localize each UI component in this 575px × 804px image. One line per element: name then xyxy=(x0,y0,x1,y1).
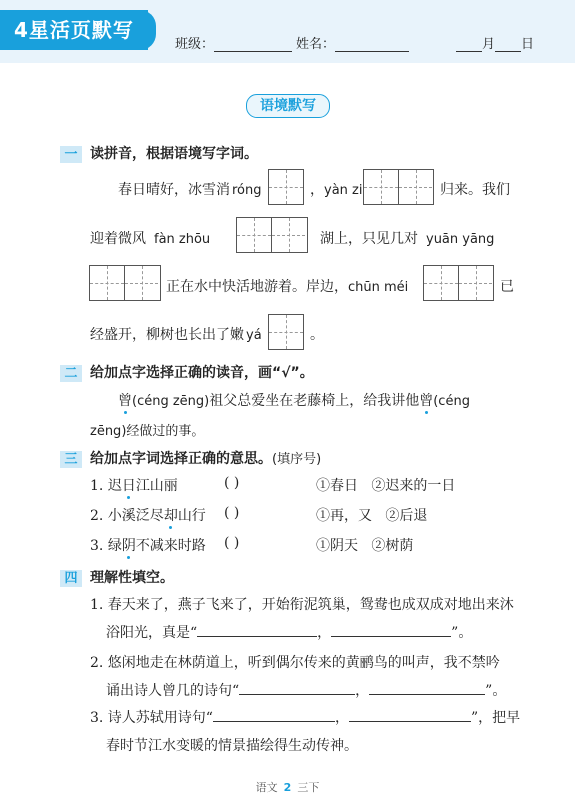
name-blank[interactable] xyxy=(335,37,409,52)
q3-answer-2[interactable]: ( ) xyxy=(224,505,240,521)
q2-dotted-char-2: 曾 xyxy=(419,393,434,409)
q3-item-1: 1. 迟日江山丽 xyxy=(90,478,178,494)
q3-options-2: ①再，又 ②后退 xyxy=(316,508,428,524)
q2-line1: 曾(céng zēng)祖父总爱坐在老藤椅上，给我讲他曾(céng xyxy=(118,393,470,409)
q4-blank-3b[interactable] xyxy=(349,709,471,722)
q3-options-1: ①春日 ②迟来的一日 xyxy=(316,478,456,494)
q3-number: 三 xyxy=(60,451,82,468)
footer-grade: 三下 xyxy=(297,781,320,794)
q4-blank-1a[interactable] xyxy=(197,624,317,637)
q1-answer-grid-yuanyang[interactable] xyxy=(89,265,161,301)
q2-dotted-char-1: 曾 xyxy=(118,393,132,409)
q4-blank-2a[interactable] xyxy=(239,682,355,695)
q4-heading: 四 理解性填空。 xyxy=(60,567,174,587)
q4-blank-1b[interactable] xyxy=(331,624,451,637)
q1-answer-grid-ya[interactable] xyxy=(268,314,304,350)
q1-answer-grid-fanzhou[interactable] xyxy=(236,217,308,253)
footer-subject: 语文 xyxy=(255,781,278,794)
q1-answer-grid-rong[interactable] xyxy=(268,169,304,205)
q4-item-1-line1: 1. 春天来了，燕子飞来了，开始衔泥筑巢，鸳鸯也成双成对地出来沐 xyxy=(90,597,514,613)
q1-line3: 正在水中快活地游着。岸边，chūn méi xyxy=(166,279,409,295)
q1-line4-b: 。 xyxy=(310,327,324,343)
q3-heading: 三 给加点字词选择正确的意思。(填序号) xyxy=(60,448,321,468)
q1-line1-b: ，yàn zi xyxy=(310,182,363,198)
class-blank[interactable] xyxy=(214,37,292,52)
q2-options-2[interactable]: (céng xyxy=(433,394,470,409)
q1-answer-grid-chunmei[interactable] xyxy=(423,265,494,301)
q1-line2-b: 湖上，只见几对 yuān yāng xyxy=(320,231,495,247)
q1-line3-b: 已 xyxy=(500,279,514,295)
name-field[interactable]: 姓名： xyxy=(296,33,409,52)
q4-item-1-line2: 浴阳光，真是“ ， ”。 xyxy=(106,625,473,641)
q4-blank-3a[interactable] xyxy=(213,709,335,722)
q3-options-3: ①阴天 ②树荫 xyxy=(316,538,414,554)
q4-item-3-line1: 3. 诗人苏轼用诗句“ ， ”，把早 xyxy=(90,710,521,726)
q1-line1-c: 归来。我们 xyxy=(440,182,510,198)
q4-blank-2b[interactable] xyxy=(369,682,485,695)
q1-answer-grid-yanzi[interactable] xyxy=(363,169,434,205)
date-field[interactable]: 月 日 xyxy=(456,33,534,52)
section-title: 语境默写 xyxy=(246,94,330,118)
q2-heading: 二 给加点字选择正确的读音，画“√”。 xyxy=(60,362,314,382)
page-footer xyxy=(0,779,575,795)
q2-line2: zēng)经做过的事。 xyxy=(90,424,205,439)
q3-answer-1[interactable]: ( ) xyxy=(224,475,240,491)
q2-number: 二 xyxy=(60,365,82,382)
q1-number: 一 xyxy=(60,146,82,163)
page-number: 2 xyxy=(283,781,292,794)
q3-answer-3[interactable]: ( ) xyxy=(224,535,240,551)
month-blank[interactable] xyxy=(456,37,482,52)
q1-line4: 经盛开，柳树也长出了嫩 yá xyxy=(90,327,262,343)
q4-item-2-line1: 2. 悠闲地走在林荫道上，听到偶尔传来的黄鹂鸟的叫声，我不禁吟 xyxy=(90,655,500,671)
q4-number: 四 xyxy=(60,570,82,587)
q2-options-1[interactable]: (céng zēng) xyxy=(132,394,210,409)
q3-item-2: 2. 小溪泛尽却山行 xyxy=(90,508,206,524)
q4-item-2-line2: 诵出诗人曾几的诗句“ ， ”。 xyxy=(106,683,507,699)
q1-heading: 一 读拼音，根据语境写字词。 xyxy=(60,143,258,163)
q3-item-3: 3. 绿阴不减来时路 xyxy=(90,538,206,554)
day-blank[interactable] xyxy=(495,37,521,52)
q4-item-3-line2: 春时节江水变暖的情景描绘得生动传神。 xyxy=(106,738,358,754)
q1-line1: 春日晴好，冰雪消 róng xyxy=(118,182,262,198)
brand-title: 4星活页默写 xyxy=(0,10,148,50)
class-field[interactable]: 班级： xyxy=(175,33,292,52)
q1-line2: 迎着微风 fàn zhōu xyxy=(90,231,211,247)
